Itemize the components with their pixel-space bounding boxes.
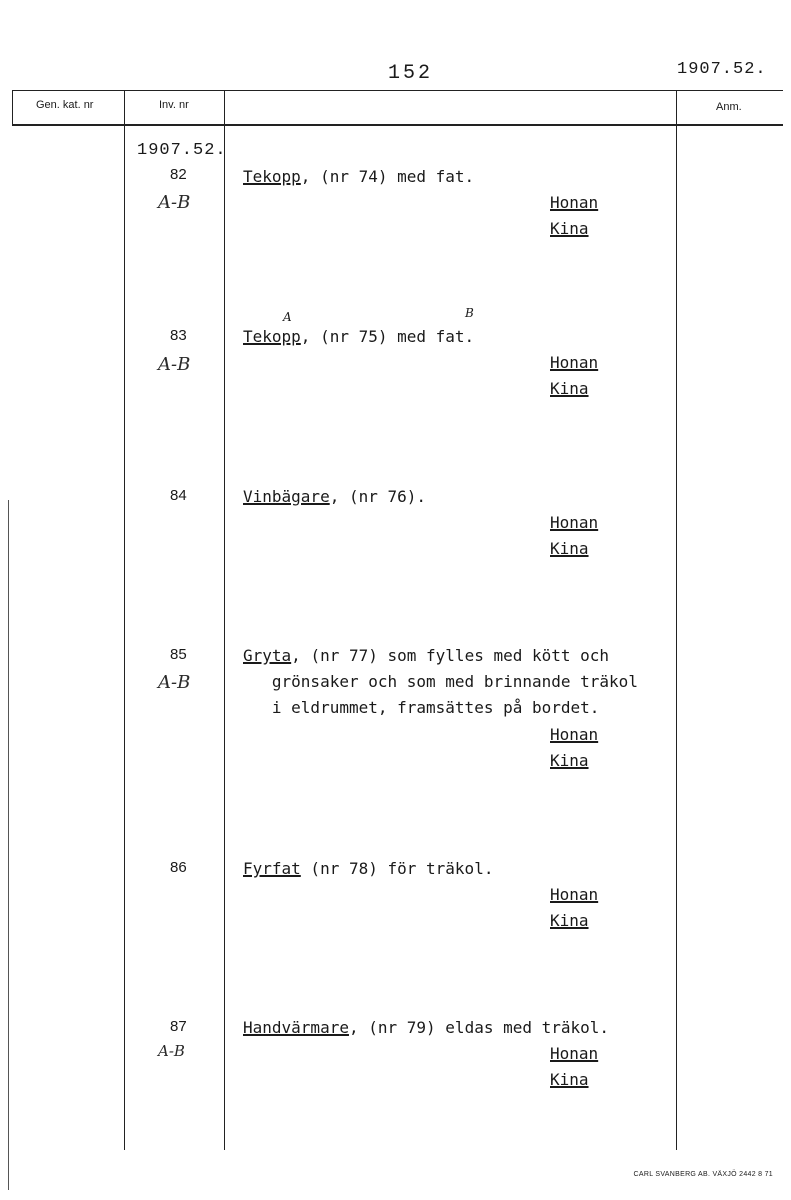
handwritten-annotation: B (465, 306, 474, 320)
catalog-number: 1907.52. (677, 60, 767, 79)
gen-inv-divider (124, 90, 125, 1150)
entry-term: Fyrfat (243, 859, 301, 878)
header-top-rule (12, 90, 783, 91)
entry-details-line: grönsaker och som med brinnande träkol (243, 672, 638, 691)
column-anm: Anm. (716, 101, 742, 113)
entry-description (243, 324, 474, 350)
entry-mark: A-B (158, 672, 191, 693)
entry-origin: Honan (550, 353, 599, 372)
left-page-edge (8, 500, 9, 1190)
entry-details: , (nr 77) som fylles med kött och (291, 646, 610, 665)
header-bottom-rule (12, 124, 783, 126)
inv-desc-divider (224, 90, 225, 1150)
entry-details: , (nr 74) med fat. (300, 167, 475, 186)
left-border (12, 90, 13, 125)
entry-term: Handvärmare (243, 1018, 349, 1037)
printer-imprint: CARL SVANBERG AB. VÄXJÖ 2442 8 71 (633, 1171, 773, 1178)
desc-anm-divider (676, 90, 677, 1150)
entry-mark: A-B (158, 354, 191, 375)
entry-term: Vinbägare (243, 487, 330, 506)
entry-number: 83 (170, 327, 187, 344)
entry-country: Kina (550, 379, 589, 398)
entry-origin: Honan (550, 725, 599, 744)
entry-mark: A-B (158, 192, 191, 213)
entry-description (243, 643, 638, 721)
entry-mark: A-B (158, 1042, 185, 1060)
entry-number: 87 (170, 1018, 187, 1035)
entry-country: Kina (550, 1070, 589, 1089)
entry-origin: Honan (550, 885, 599, 904)
entry-country: Kina (550, 539, 589, 558)
page-number: 152 (388, 62, 434, 85)
entry-country: Kina (550, 751, 589, 770)
entry-number: 82 (170, 166, 187, 183)
entry-origin: Honan (550, 1044, 599, 1063)
entry-details: , (nr 79) eldas med träkol. (348, 1018, 610, 1037)
entry-number: 84 (170, 487, 187, 504)
entry-origin: Honan (550, 513, 599, 532)
entry-term: Tekopp (243, 167, 301, 186)
entry-country: Kina (550, 219, 589, 238)
column-inv-nr: Inv. nr (159, 99, 189, 111)
entry-term: Gryta (243, 646, 292, 665)
inventory-prefix: 1907.52. (137, 141, 227, 160)
entry-details: (nr 78) för träkol. (300, 859, 494, 878)
entry-term: Tekopp (243, 327, 301, 346)
entry-description (243, 484, 426, 510)
column-gen-kat-nr: Gen. kat. nr (36, 99, 94, 111)
entry-description (243, 1015, 609, 1041)
entry-details: , (nr 75) med fat. (300, 327, 475, 346)
entry-description (243, 856, 493, 882)
entry-details-line: i eldrummet, framsättes på bordet. (243, 698, 600, 717)
entry-origin: Honan (550, 193, 599, 212)
entry-number: 85 (170, 646, 187, 663)
entry-number: 86 (170, 859, 187, 876)
entry-details: , (nr 76). (329, 487, 427, 506)
handwritten-annotation: A (283, 310, 292, 324)
entry-country: Kina (550, 911, 589, 930)
entry-description (243, 164, 474, 190)
